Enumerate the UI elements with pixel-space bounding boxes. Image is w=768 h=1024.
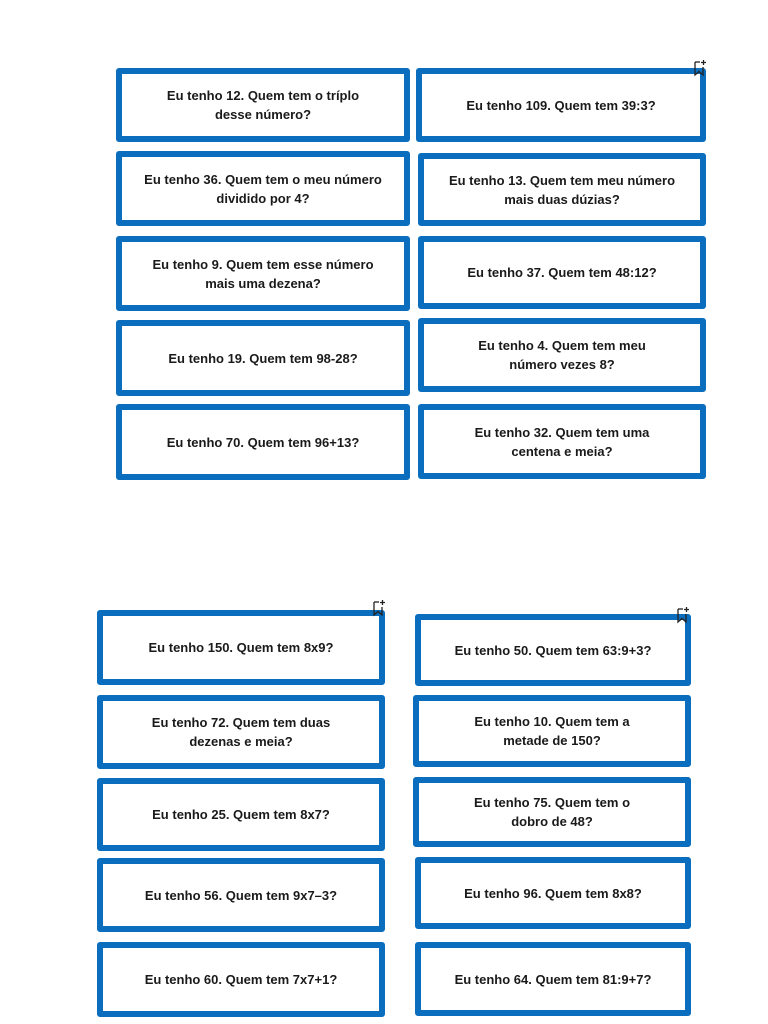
card xyxy=(418,236,706,309)
card xyxy=(418,318,706,392)
card-line-1: Eu tenho 56. Quem tem 9x7–3? xyxy=(144,887,338,903)
card xyxy=(97,858,385,932)
card-text xyxy=(455,970,652,989)
card-line-1: Eu tenho 13. Quem tem meu número xyxy=(448,172,676,188)
card-line-1: Eu tenho 10. Quem tem a xyxy=(474,714,630,729)
card-line-1: Eu tenho 70. Quem tem 96+13? xyxy=(166,434,360,450)
card xyxy=(116,404,410,480)
card xyxy=(415,942,691,1016)
card xyxy=(415,614,691,686)
bookmark-add-icon[interactable] xyxy=(372,599,386,617)
card-text xyxy=(145,970,338,989)
card xyxy=(418,404,706,479)
card-line-1: Eu tenho 4. Quem tem meu xyxy=(478,338,646,353)
card xyxy=(97,942,385,1017)
card-line-1: Eu tenho 75. Quem tem o xyxy=(473,795,631,810)
card-line-2: mais duas dúzias? xyxy=(504,191,620,207)
card-line-2: dezenas e meia? xyxy=(189,734,293,749)
card xyxy=(415,857,691,929)
card-line-1: Eu tenho 109. Quem tem 39:3? xyxy=(466,97,656,113)
card-line-1: Eu tenho 9. Quem tem esse número xyxy=(152,256,374,272)
card-text xyxy=(152,713,330,751)
card-line-2: metade de 150? xyxy=(503,733,601,748)
card xyxy=(418,153,706,226)
card-line-2: mais uma dezena? xyxy=(205,275,321,291)
card-text xyxy=(152,805,330,824)
card-text xyxy=(455,641,652,660)
card-line-1: Eu tenho 150. Quem tem 8x9? xyxy=(148,640,334,655)
card-text xyxy=(149,638,334,657)
card-text xyxy=(467,263,656,282)
card-line-2: centena e meia? xyxy=(511,443,613,459)
card-line-1: Eu tenho 37. Quem tem 48:12? xyxy=(467,265,657,280)
card-line-1: Eu tenho 64. Quem tem 81:9+7? xyxy=(454,971,652,987)
card-line-2: dividido por 4? xyxy=(216,190,310,206)
card-text xyxy=(449,171,675,209)
card xyxy=(413,777,691,847)
card-text xyxy=(152,255,373,293)
card-text xyxy=(144,170,382,208)
card xyxy=(413,695,691,767)
card xyxy=(116,236,410,311)
card-line-1: Eu tenho 60. Quem tem 7x7+1? xyxy=(144,972,338,987)
card-line-1: Eu tenho 12. Quem tem o tríplo xyxy=(166,88,360,103)
card-line-1: Eu tenho 19. Quem tem 98-28? xyxy=(168,350,358,366)
card xyxy=(97,778,385,851)
card-text xyxy=(167,86,359,124)
card xyxy=(116,151,410,226)
card-line-2: número vezes 8? xyxy=(509,357,615,372)
card-text xyxy=(475,423,650,461)
card-text xyxy=(168,349,357,368)
card-line-1: Eu tenho 72. Quem tem duas xyxy=(151,715,331,730)
card xyxy=(97,695,385,769)
bookmark-add-icon[interactable] xyxy=(693,59,707,77)
card xyxy=(116,68,410,142)
card xyxy=(116,320,410,396)
card-line-1: Eu tenho 25. Quem tem 8x7? xyxy=(152,807,330,822)
card-text xyxy=(464,884,642,903)
card xyxy=(97,610,385,685)
card-text xyxy=(474,793,630,831)
card-line-1: Eu tenho 50. Quem tem 63:9+3? xyxy=(454,642,652,658)
card-line-2: dobro de 48? xyxy=(511,814,593,829)
card-text xyxy=(474,712,629,750)
card-text xyxy=(466,96,655,115)
card-text xyxy=(167,433,360,452)
card-line-1: Eu tenho 36. Quem tem o meu número xyxy=(144,171,382,187)
card xyxy=(416,68,706,142)
card-text xyxy=(145,886,337,905)
bookmark-add-icon[interactable] xyxy=(676,606,690,624)
card-text xyxy=(478,336,646,374)
card-line-1: Eu tenho 32. Quem tem uma xyxy=(474,424,650,440)
card-line-2: desse número? xyxy=(214,107,312,122)
card-line-1: Eu tenho 96. Quem tem 8x8? xyxy=(464,885,642,901)
